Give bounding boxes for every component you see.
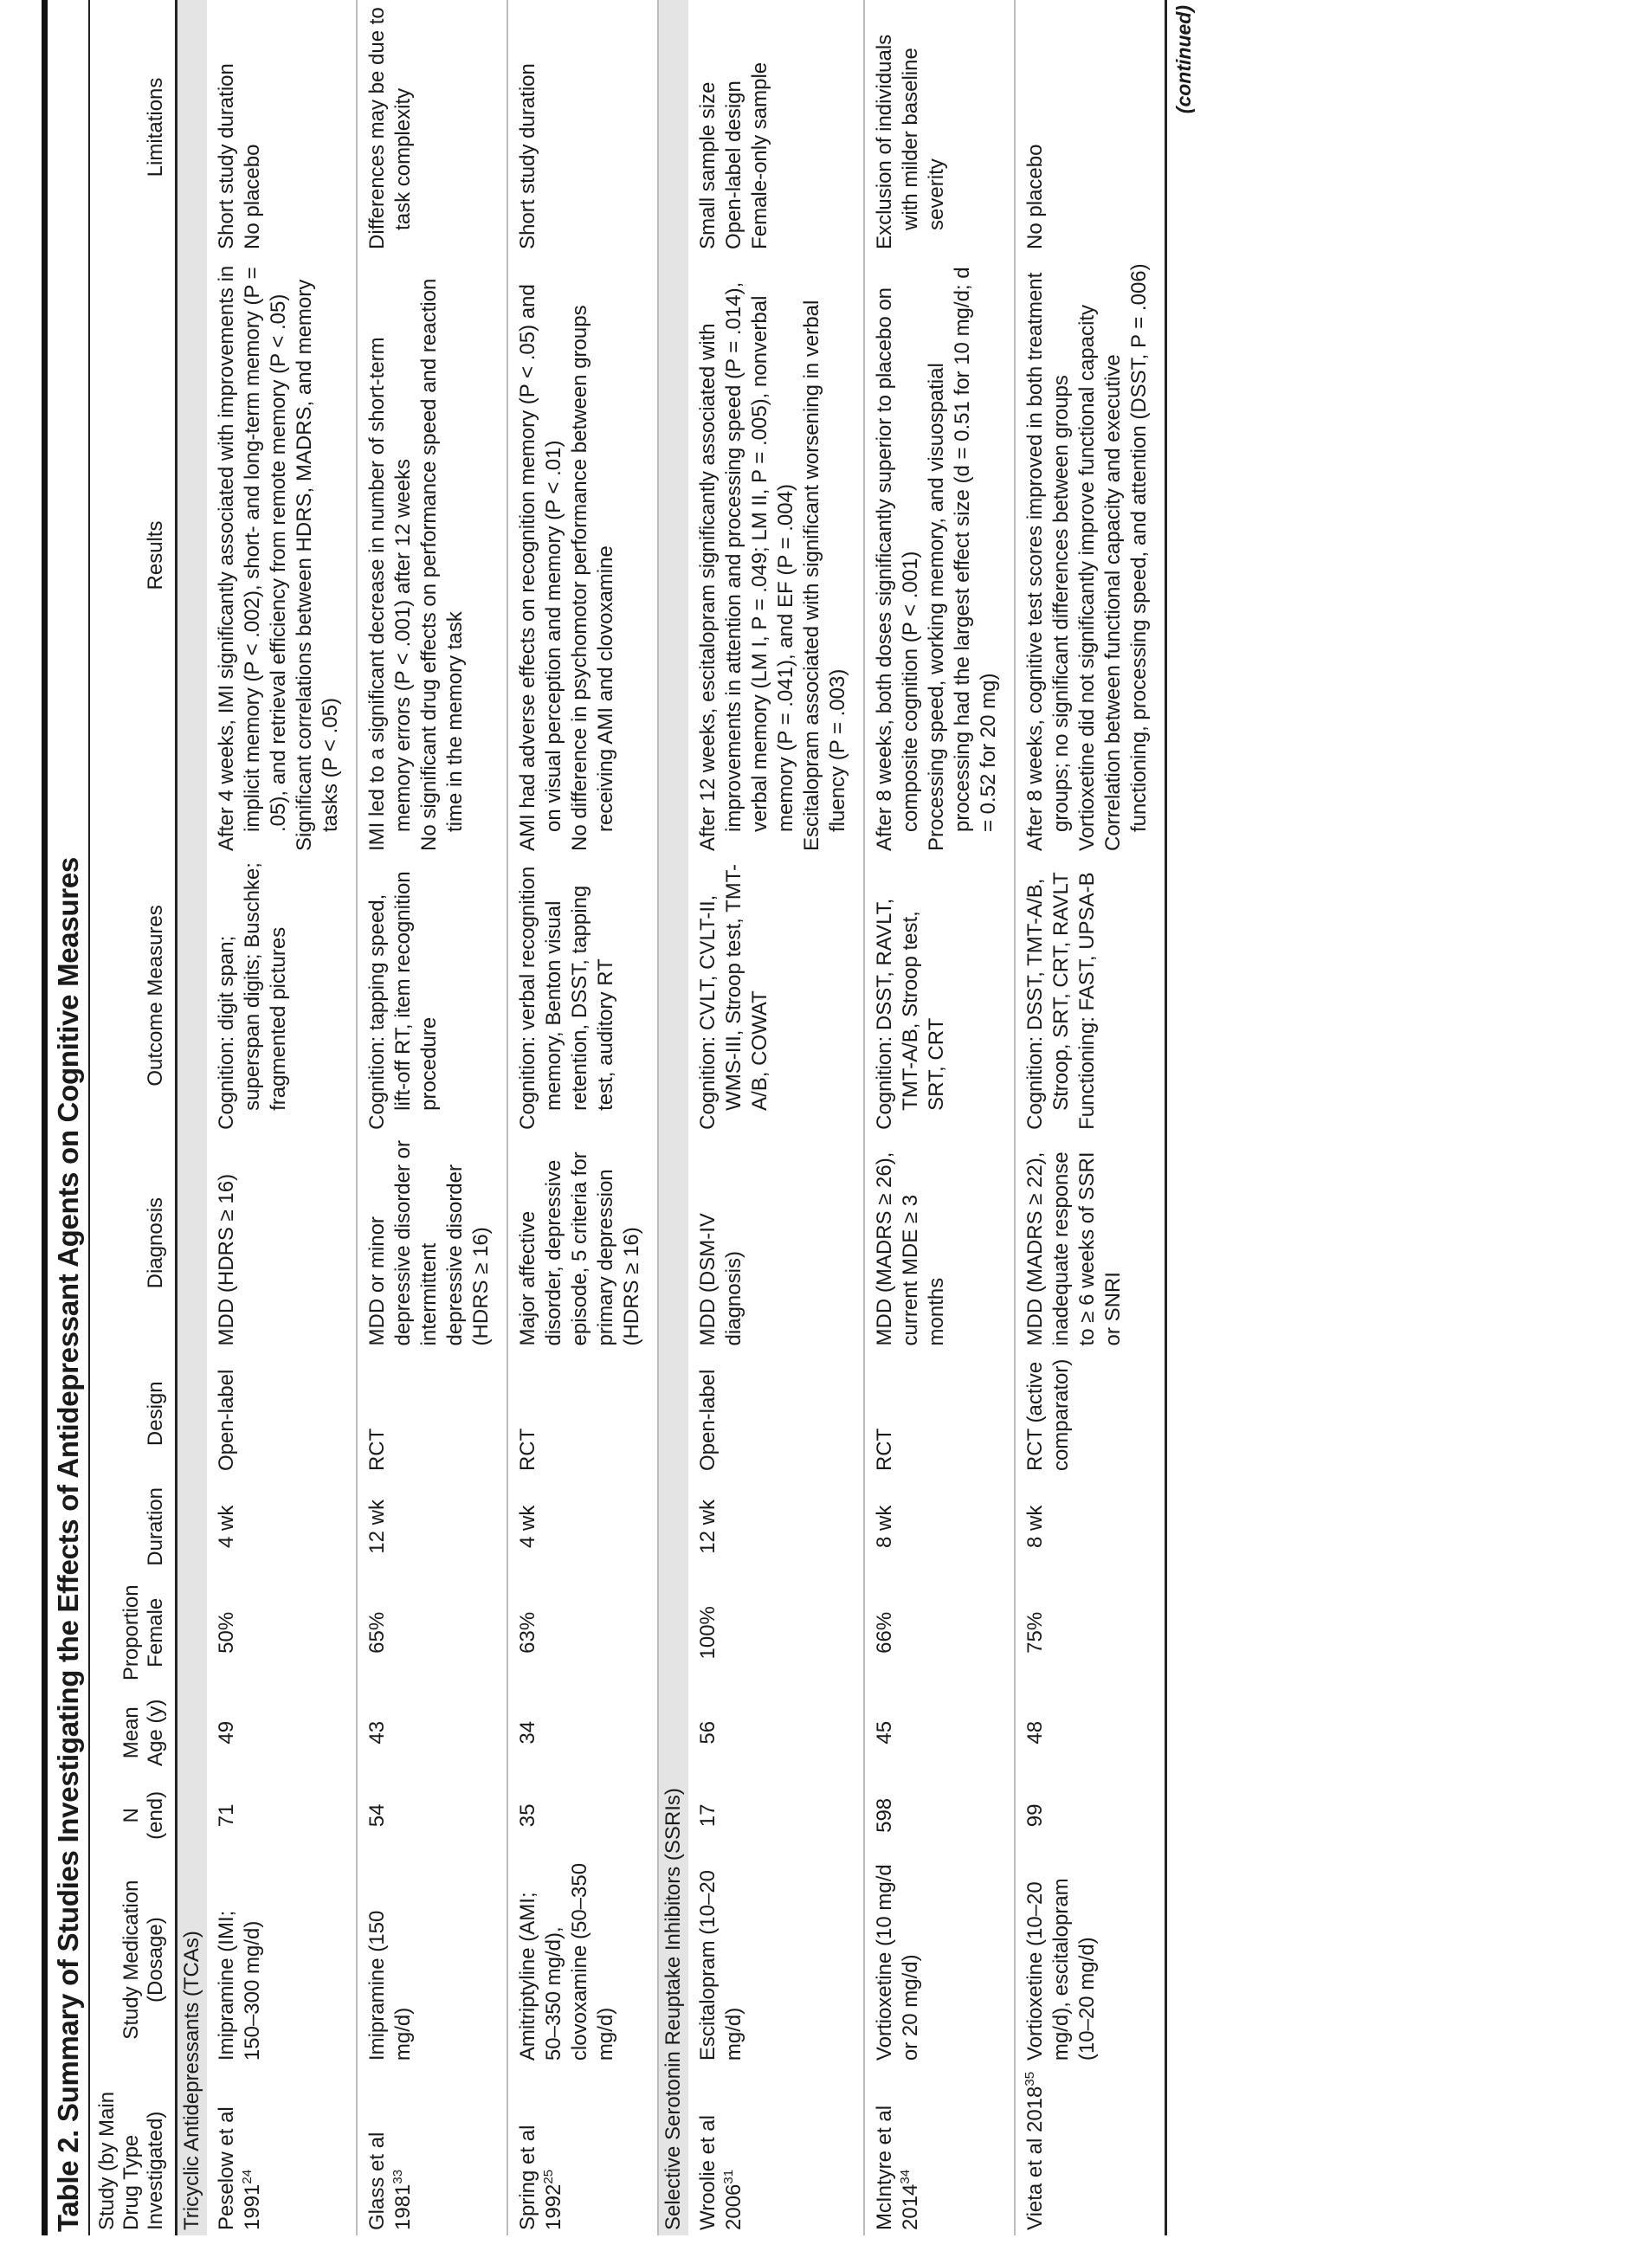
limitations-item: No placebo: [241, 144, 264, 249]
study-name: McIntyre et al 2014: [873, 2105, 922, 2230]
results-item: Correlation between functional capacity and executive functioning, processing speed, and attention (DSST, P = .006): [1101, 263, 1151, 851]
results-item: After 8 weeks, both doses significantly superior to placebo on composite cognition (P < .001): [873, 287, 922, 851]
n-cell: 71: [215, 1803, 238, 1828]
col-header-results: Results: [89, 255, 177, 856]
limitations-item: Exclusion of individuals with milder baseline severity: [873, 34, 948, 249]
design-cell: RCT (active comparator): [1015, 1351, 1166, 1476]
age-cell: 43: [357, 1688, 507, 1777]
study-cell: [507, 2066, 658, 2235]
results-item: AMI had adverse effects on recognition memory (P < .05) and on visual perception and memory (P < .01): [516, 284, 565, 851]
top-rule: [42, 0, 48, 2235]
outcomes-item: Cognition: tapping speed, lift-off RT, item recognition procedure: [365, 871, 441, 1130]
outcomes-item: Cognition: CVLT, CVLT-II, WMS-III, Stroop test, TMT-A/B, COWAT: [696, 863, 771, 1130]
design-cell: RCT: [507, 1351, 658, 1476]
limitations-cell: [864, 0, 1015, 255]
age-cell: 56: [696, 1720, 720, 1745]
limitations-item: Small sample size: [696, 81, 720, 249]
duration-cell: 12 wk: [357, 1476, 507, 1577]
limitations-item: No placebo: [1023, 144, 1047, 249]
limitations-cell: [357, 0, 507, 255]
outcomes-item: Cognition: DSST, RAVLT, TMT-A/B, Stroop test, SRT, CRT: [873, 898, 948, 1130]
results-cell: [864, 255, 1015, 856]
diagnosis-cell: Major affective disorder, depressive episode, 5 criteria for primary depression (HDRS ≥ 16): [507, 1135, 658, 1351]
diagnosis-cell: MDD (MADRS ≥ 26), current MDE ≥ 3 months: [864, 1135, 1015, 1351]
results-cell: [507, 255, 658, 856]
study-row: [864, 0, 1015, 2235]
diagnosis-cell: MDD (HDRS ≥ 16): [215, 1173, 238, 1346]
table-body: [177, 0, 1166, 2235]
results-item: IMI led to a significant decrease in number of short-term memory errors (P < .001) after 12 weeks: [365, 337, 415, 851]
age-cell: 49: [215, 1720, 238, 1745]
design-cell: Open-label: [215, 1369, 238, 1472]
outcomes-cell: [1015, 856, 1166, 1135]
study-row: [507, 0, 658, 2235]
female-cell: 65%: [357, 1577, 507, 1688]
group-row: [177, 0, 208, 2235]
n-cell: 598: [864, 1777, 1015, 1854]
n-cell: 35: [507, 1777, 658, 1854]
outcomes-item: Cognition: digit span; superspan digits; Buschke; fragmented pictures: [215, 862, 290, 1130]
study-reference: 25: [541, 2169, 556, 2184]
limitations-item: Short study duration: [215, 63, 238, 249]
results-item: Significant correlations between HDRS, MADRS, and memory tasks (P < .05): [293, 279, 342, 851]
group-label: Selective Serotonin Reuptake Inhibitors (SSRIs): [658, 0, 688, 2235]
female-cell: 66%: [864, 1577, 1015, 1688]
medication-cell: Vortioxetine (10 mg/d or 20 mg/d): [864, 1854, 1015, 2066]
results-cell: [207, 255, 357, 856]
col-header-limitations: Limitations: [89, 0, 177, 255]
n-cell: 54: [357, 1777, 507, 1854]
results-cell: [688, 255, 864, 856]
study-name: Spring et al 1992: [516, 2125, 565, 2230]
group-row: [658, 0, 688, 2235]
outcomes-cell: [207, 856, 357, 1135]
col-header-n: N (end): [89, 1777, 177, 1854]
age-cell: 45: [864, 1688, 1015, 1777]
duration-cell: 8 wk: [864, 1476, 1015, 1577]
study-row: [357, 0, 507, 2235]
female-cell: 100%: [696, 1606, 720, 1660]
duration-cell: 8 wk: [1015, 1476, 1166, 1577]
study-cell: [688, 2066, 864, 2235]
study-reference: 24: [240, 2169, 255, 2184]
col-header-design: Design: [89, 1351, 177, 1476]
limitations-cell: [207, 0, 357, 255]
limitations-cell: [507, 0, 658, 255]
study-row: [1015, 0, 1166, 2235]
col-header-study: Study (by Main Drug Type Investigated): [89, 2066, 177, 2235]
medication-cell: Imipramine (IMI; 150–300 mg/d): [215, 1910, 264, 2061]
outcomes-item: Cognition: DSST, TMT-A/B, Stroop, SRT, CRT, RAVLT: [1023, 872, 1073, 1130]
study-reference: 35: [1023, 2071, 1037, 2087]
limitations-cell: [1015, 0, 1166, 255]
medication-cell: Escitalopram (10–20 mg/d): [696, 1869, 745, 2061]
outcomes-cell: [507, 856, 658, 1135]
n-cell: 17: [696, 1803, 720, 1828]
col-header-medication: Study Medication (Dosage): [89, 1854, 177, 2066]
study-cell: [207, 2066, 357, 2235]
duration-cell: 4 wk: [215, 1505, 238, 1549]
study-reference: 31: [721, 2169, 736, 2184]
study-name: Vieta et al 2018: [1023, 2086, 1047, 2230]
study-name: Peselow et al 1991: [215, 2106, 264, 2230]
results-item: After 4 weeks, IMI significantly associated with improvements in implicit memory (P < .002), short- and long-term memory (P = .05), and retrieval efficiency from remote memory (P < .05): [215, 265, 290, 851]
study-name: Wroolie et al 2006: [696, 2115, 745, 2230]
duration-cell: 12 wk: [696, 1500, 720, 1554]
medication-cell: Amitriptyline (AMI; 50–350 mg/d), clovoxamine (50–350 mg/d): [507, 1854, 658, 2066]
study-reference: 34: [898, 2169, 913, 2184]
female-cell: 50%: [215, 1611, 238, 1654]
diagnosis-cell: MDD (MADRS ≥ 22), inadequate response to ≥ 6 weeks of SSRI or SNRI: [1015, 1135, 1166, 1351]
results-item: After 12 weeks, escitalopram significantly associated with improvements in attention and processing speed (P = .014), verbal memory (LM I, P = .049; LM II, P = .005), nonverbal memory (P = .041), and EF (P = .004): [696, 281, 797, 851]
results-item: After 8 weeks, cognitive test scores improved in both treatment groups; no significant differences between groups: [1023, 272, 1073, 851]
diagnosis-cell: MDD (DSM-IV diagnosis): [696, 1213, 745, 1346]
results-item: Vortioxetine did not significantly improve functional capacity: [1075, 304, 1099, 851]
results-cell: [357, 255, 507, 856]
female-cell: 75%: [1015, 1577, 1166, 1688]
limitations-item: Open-label design: [722, 81, 745, 249]
study-cell: [357, 2066, 507, 2235]
header-row: [89, 0, 177, 2235]
study-row: [688, 0, 864, 2235]
results-item: No significant drug effects on performance speed and reaction time in the memory task: [417, 278, 467, 851]
age-cell: 34: [507, 1688, 658, 1777]
female-cell: 63%: [507, 1577, 658, 1688]
design-cell: Open-label: [696, 1369, 720, 1472]
study-row: [207, 0, 357, 2235]
studies-table: [88, 0, 1167, 2235]
limitations-item: Differences may be due to task complexity: [365, 7, 415, 249]
outcomes-item: Cognition: verbal recognition memory, Benton visual retention, DSST, tapping test, auditory RT: [516, 866, 617, 1130]
study-cell: [864, 2066, 1015, 2235]
study-reference: 33: [390, 2169, 405, 2184]
design-cell: RCT: [357, 1351, 507, 1476]
col-header-duration: Duration: [89, 1476, 177, 1577]
col-header-diagnosis: Diagnosis: [89, 1135, 177, 1351]
limitations-item: Short study duration: [516, 63, 539, 249]
age-cell: 48: [1015, 1688, 1166, 1777]
col-header-female: Proportion Female: [89, 1577, 177, 1688]
limitations-cell: [688, 0, 864, 255]
continued-note: (continued): [1172, 5, 1195, 114]
outcomes-cell: [688, 856, 864, 1135]
col-header-age: Mean Age (y): [89, 1688, 177, 1777]
limitations-item: Female-only sample: [748, 61, 771, 249]
diagnosis-cell: MDD or minor depressive disorder or intermittent depressive disorder (HDRS ≥ 16): [357, 1135, 507, 1351]
group-label: Tricyclic Antidepressants (TCAs): [177, 0, 208, 2235]
results-item: No difference in psychomotor performance between groups receiving AMI and clovoxamine: [568, 305, 617, 851]
col-header-outcomes: Outcome Measures: [89, 856, 177, 1135]
n-cell: 99: [1015, 1777, 1166, 1854]
results-cell: [1015, 255, 1166, 856]
outcomes-cell: [864, 856, 1015, 1135]
table-title: Table 2. Summary of Studies Investigating the Effects of Antidepressant Agents on Cognitive Measures: [52, 857, 84, 2232]
duration-cell: 4 wk: [507, 1476, 658, 1577]
outcomes-cell: [357, 856, 507, 1135]
study-cell: [1015, 2066, 1166, 2235]
results-item: Escitalopram associated with significant worsening in verbal fluency (P = .003): [800, 300, 849, 851]
medication-cell: Imipramine (150 mg/d): [357, 1854, 507, 2066]
design-cell: RCT: [864, 1351, 1015, 1476]
outcomes-item: Functioning: FAST, UPSA-B: [1075, 872, 1099, 1130]
results-item: Processing speed, working memory, and visuospatial processing had the largest effect size (d = 0.51 for 10 mg/d; d = 0.52 for 20 mg): [925, 267, 1000, 851]
medication-cell: Vortioxetine (10–20 mg/d), escitalopram (10–20 mg/d): [1015, 1854, 1166, 2066]
study-name: Glass et al 1981: [365, 2132, 415, 2230]
